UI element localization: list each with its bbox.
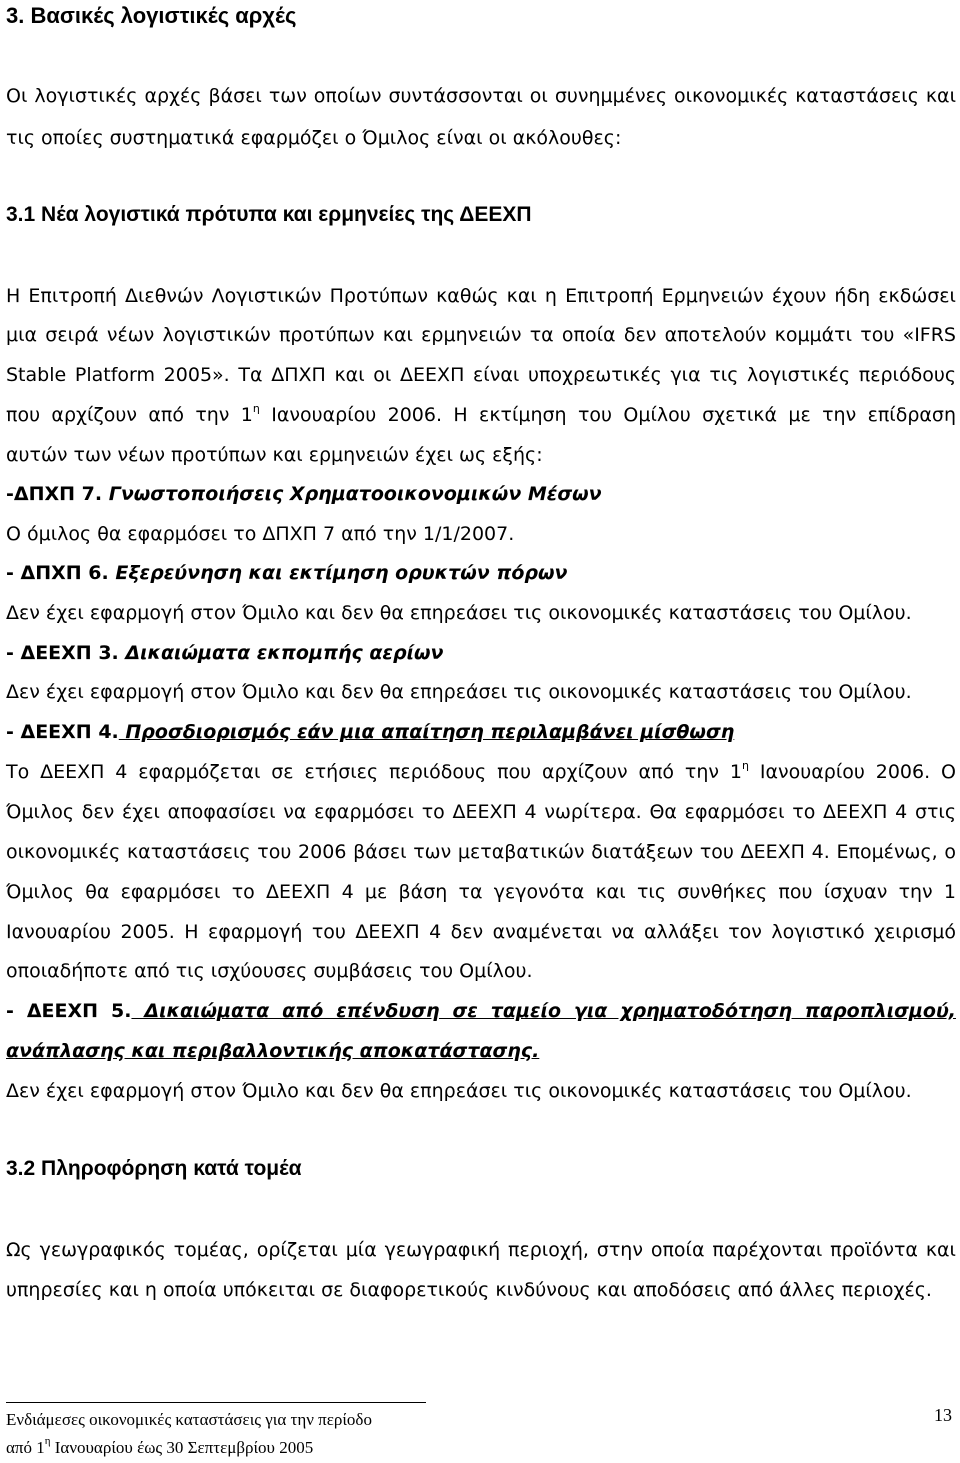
ifric4-title: Προσδιορισμός εάν μια απαίτηση περιλαμβάνει μίσθωση bbox=[118, 721, 735, 743]
superscript: η bbox=[252, 402, 260, 415]
ifric3-text: Δεν έχει εφαρμογή στον Όμιλο και δεν θα επηρεάσει τις οικονομικές καταστάσεις του Ομίλου. bbox=[6, 681, 912, 703]
ifrs6-heading bbox=[6, 561, 567, 585]
ifric5-title-1: Δικαιώματα από επένδυση σε ταμείο για χρηματοδότηση παροπλισμού, bbox=[131, 1000, 956, 1022]
para2-line-2: υπηρεσίες και η οποία υπόκειται σε διαφορετικούς κινδύνους και αποδόσεις από άλλες περιοχές. bbox=[6, 1279, 932, 1301]
intro-line-2: τις οποίες συστηματικά εφαρμόζει ο Όμιλος είναι οι ακόλουθες: bbox=[6, 127, 622, 149]
ifric3-title: Δικαιώματα εκπομπής αερίων bbox=[118, 642, 444, 664]
footer-line-2 bbox=[6, 1436, 313, 1460]
ifric4-heading bbox=[6, 720, 734, 744]
footer-line-1: Ενδιάμεσες οικονομικές καταστάσεις για την περίοδο bbox=[6, 1410, 372, 1429]
section-title: 3. Βασικές λογιστικές αρχές bbox=[6, 3, 297, 28]
ifrs7-heading bbox=[6, 482, 602, 506]
para1-line-3: Stable Platform 2005». Τα ΔΠΧΠ και οι ΔΕΕΧΠ είναι υποχρεωτικές για τις λογιστικές περιόδους bbox=[6, 364, 956, 386]
subsection-3-2-title: 3.2 Πληροφόρηση κατά τομέα bbox=[6, 1157, 302, 1180]
superscript: η bbox=[44, 1435, 51, 1447]
ifric4-line-4: Όμιλος θα εφαρμόσει το ΔΕΕΧΠ 4 με βάση τα γεγονότα και τις συνθήκες που ίσχυαν την 1 bbox=[6, 881, 956, 903]
ifric4-prefix: - ΔΕΕΧΠ 4. bbox=[6, 721, 119, 743]
para2-line-1: Ως γεωγραφικός τομέας, ορίζεται μία γεωγραφική περιοχή, στην οποία παρέχονται προϊόντα και bbox=[6, 1239, 956, 1261]
ifric4-line-3: οικονομικές καταστάσεις του 2006 βάσει των μεταβατικών διατάξεων του ΔΕΕΧΠ 4. Επομένως, ο bbox=[6, 841, 956, 863]
para1-line-2: μια σειρά νέων λογιστικών προτύπων και ερμηνειών τα οποία δεν αποτελούν κομμάτι του «IFRS bbox=[6, 324, 956, 346]
footer-divider bbox=[6, 1402, 426, 1403]
para1-line-1: Η Επιτροπή Διεθνών Λογιστικών Προτύπων καθώς και η Επιτροπή Ερμηνειών έχουν ήδη εκδώσει bbox=[6, 285, 956, 307]
ifric3-heading bbox=[6, 641, 443, 665]
ifric4-line-6: οποιαδήποτε από τις ισχύουσες συμβάσεις του Ομίλου. bbox=[6, 960, 533, 982]
ifric5-heading-line-2: ανάπλασης και περιβαλλοντικής αποκατάστασης. bbox=[6, 1040, 540, 1062]
ifric5-heading-line-1 bbox=[6, 999, 956, 1023]
footer-line-2-text: από 1 bbox=[6, 1438, 45, 1457]
ifrs6-prefix: - ΔΠΧΠ 6. bbox=[6, 562, 109, 584]
page-number: 13 bbox=[934, 1405, 952, 1425]
ifrs6-title: Εξερεύνηση και εκτίμηση ορυκτών πόρων bbox=[108, 562, 568, 584]
para1-line-4-text-2: Ιανουαρίου 2006. Η εκτίμηση του Ομίλου σχετικά με την επίδραση bbox=[259, 404, 956, 426]
para1-line-4-text: που αρχίζουν από την 1 bbox=[6, 404, 253, 426]
ifric4-line-1-text-2: Ιανουαρίου 2006. Ο bbox=[749, 761, 956, 783]
para1-line-5: αυτών των νέων προτύπων και ερμηνειών έχει ως εξής: bbox=[6, 444, 543, 466]
ifric5-text: Δεν έχει εφαρμογή στον Όμιλο και δεν θα επηρεάσει τις οικονομικές καταστάσεις του Ομίλου. bbox=[6, 1080, 912, 1102]
superscript: η bbox=[742, 759, 749, 772]
footer-line-2-text-2: Ιανουαρίου έως 30 Σεπτεμβρίου 2005 bbox=[50, 1438, 314, 1457]
ifric4-line-2: Όμιλος δεν έχει αποφασίσει να εφαρμόσει το ΔΕΕΧΠ 4 νωρίτερα. Θα εφαρμόσει το ΔΕΕΧΠ 4 στις bbox=[6, 801, 956, 823]
ifric4-line-1 bbox=[6, 760, 956, 784]
ifrs7-title: Γνωστοποιήσεις Χρηματοοικονομικών Μέσων bbox=[102, 483, 602, 505]
ifric4-line-1-text: Το ΔΕΕΧΠ 4 εφαρμόζεται σε ετήσιες περιόδους που αρχίζουν από την 1 bbox=[6, 761, 743, 783]
ifrs6-text: Δεν έχει εφαρμογή στον Όμιλο και δεν θα επηρεάσει τις οικονομικές καταστάσεις του Ομίλου. bbox=[6, 602, 912, 624]
ifrs7-text: Ο όμιλος θα εφαρμόσει το ΔΠΧΠ 7 από την 1/1/2007. bbox=[6, 523, 515, 545]
ifrs7-prefix: -ΔΠΧΠ 7. bbox=[6, 483, 103, 505]
ifric5-prefix: - ΔΕΕΧΠ 5. bbox=[6, 1000, 132, 1022]
ifric3-prefix: - ΔΕΕΧΠ 3. bbox=[6, 642, 119, 664]
intro-line-1: Οι λογιστικές αρχές βάσει των οποίων συντάσσονται οι συνημμένες οικονομικές καταστάσεις και bbox=[6, 85, 956, 107]
para1-line-4 bbox=[6, 403, 956, 427]
ifric4-line-5: Ιανουαρίου 2005. Η εφαρμογή του ΔΕΕΧΠ 4 δεν αναμένεται να αλλάξει τον λογιστικό χειρισμό bbox=[6, 921, 956, 943]
subsection-3-1-title: 3.1 Νέα λογιστικά πρότυπα και ερμηνείες της ΔΕΕΧΠ bbox=[6, 203, 532, 226]
